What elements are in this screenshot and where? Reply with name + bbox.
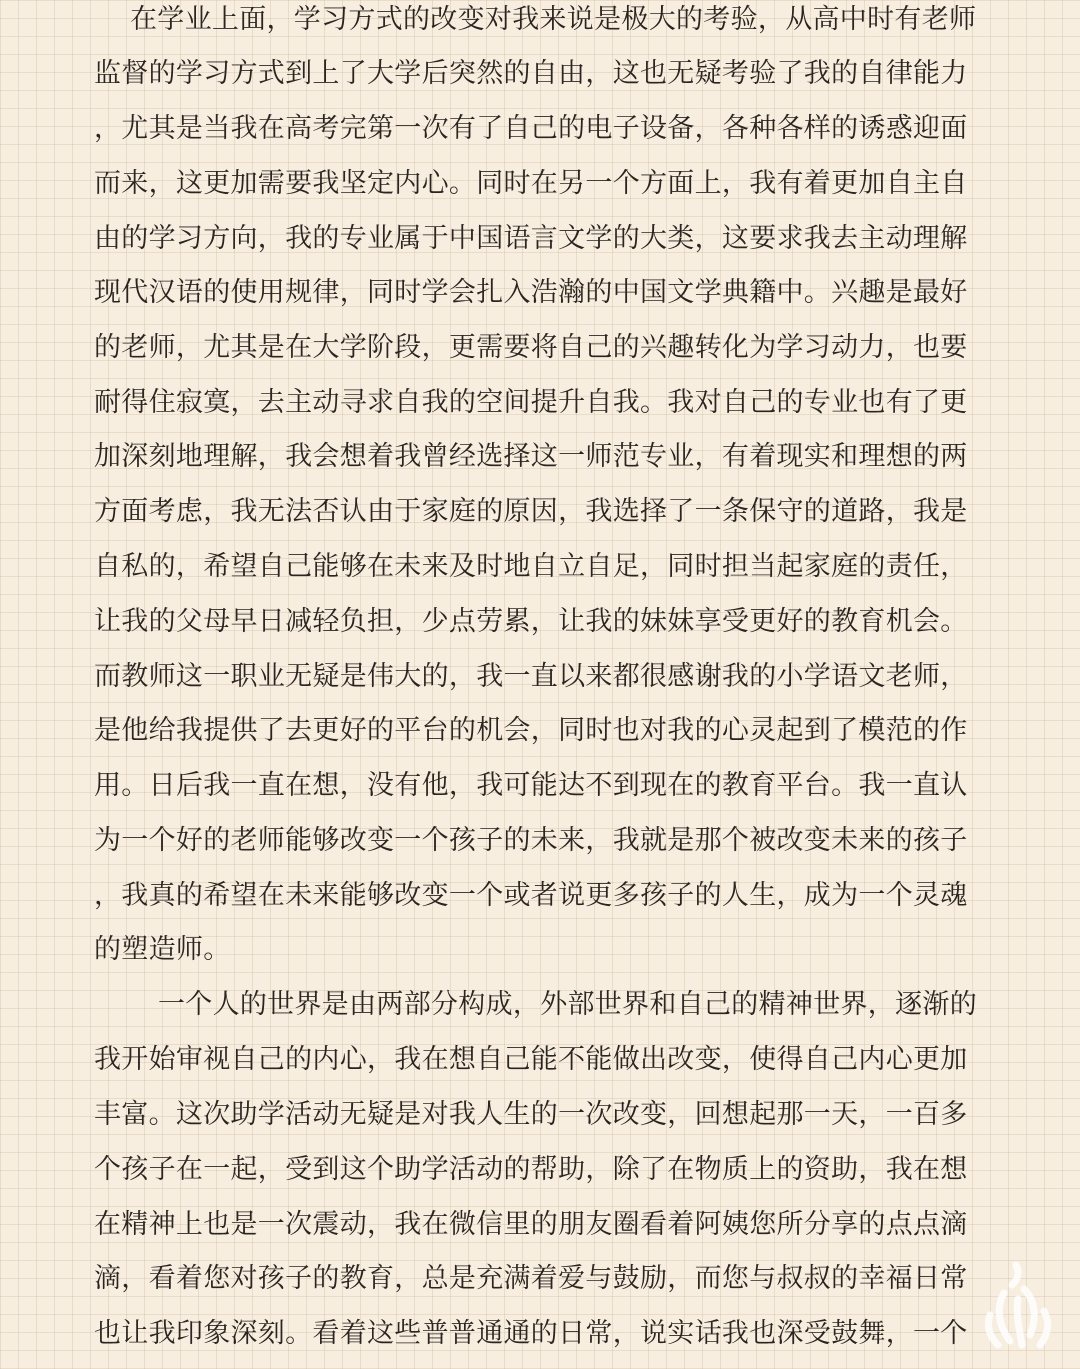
text-line: 自私的，希望自己能够在未来及时地自立自足，同时担当起家庭的责任， [94, 551, 968, 582]
text-line: 一个人的世界是由两部分构成，外部世界和自己的精神世界，逐渐的 [158, 989, 977, 1020]
text-line: 而教师这一职业无疑是伟大的，我一直以来都很感谢我的小学语文老师， [94, 661, 968, 692]
text-line: 我开始审视自己的内心，我在想自己能不能做出改变，使得自己内心更加 [94, 1044, 968, 1075]
text-line: 现代汉语的使用规律，同时学会扎入浩瀚的中国文学典籍中。兴趣是最好 [94, 277, 968, 308]
text-line: 的老师，尤其是在大学阶段，更需要将自己的兴趣转化为学习动力，也要 [94, 332, 968, 363]
text-line: 的塑造师。 [94, 934, 231, 965]
text-line: 而来，这更加需要我坚定内心。同时在另一个方面上，我有着更加自主自 [94, 168, 968, 199]
text-line: 耐得住寂寞，去主动寻求自我的空间提升自我。我对自己的专业也有了更 [94, 387, 968, 418]
text-line: 加深刻地理解，我会想着我曾经选择这一师范专业，有着现实和理想的两 [94, 441, 968, 472]
text-line: 用。日后我一直在想，没有他，我可能达不到现在的教育平台。我一直认 [94, 770, 968, 801]
text-line: 个孩子在一起，受到这个助学活动的帮助，除了在物质上的资助，我在想 [94, 1154, 968, 1185]
text-line: 是他给我提供了去更好的平台的机会，同时也对我的心灵起到了模范的作 [94, 715, 968, 746]
text-line: 滴，看着您对孩子的教育，总是充满着爱与鼓励，而您与叔叔的幸福日常 [94, 1263, 968, 1294]
text-line: ，我真的希望在未来能够改变一个或者说更多孩子的人生，成为一个灵魂 [94, 880, 968, 911]
text-line: 为一个好的老师能够改变一个孩子的未来，我就是那个被改变未来的孩子 [94, 825, 968, 856]
text-line: 监督的学习方式到上了大学后突然的自由，这也无疑考验了我的自律能力 [94, 58, 968, 89]
text-line: 让我的父母早日减轻负担，少点劳累，让我的妹妹享受更好的教育机会。 [94, 606, 968, 637]
text-line: 也让我印象深刻。看着这些普普通通的日常，说实话我也深受鼓舞，一个 [94, 1318, 968, 1349]
text-line: 在精神上也是一次震动，我在微信里的朋友圈看着阿姨您所分享的点点滴 [94, 1209, 968, 1240]
text-line: 丰富。这次助学活动无疑是对我人生的一次改变，回想起那一天，一百多 [94, 1099, 968, 1130]
flame-logo-icon [968, 1255, 1068, 1355]
text-line: 方面考虑，我无法否认由于家庭的原因，我选择了一条保守的道路，我是 [94, 496, 968, 527]
text-line: 由的学习方向，我的专业属于中国语言文学的大类，这要求我去主动理解 [94, 223, 968, 254]
text-line: 在学业上面，学习方式的改变对我来说是极大的考验，从高中时有老师 [130, 4, 977, 35]
text-line: ，尤其是当我在高考完第一次有了自己的电子设备，各种各样的诱惑迎面 [94, 113, 968, 144]
